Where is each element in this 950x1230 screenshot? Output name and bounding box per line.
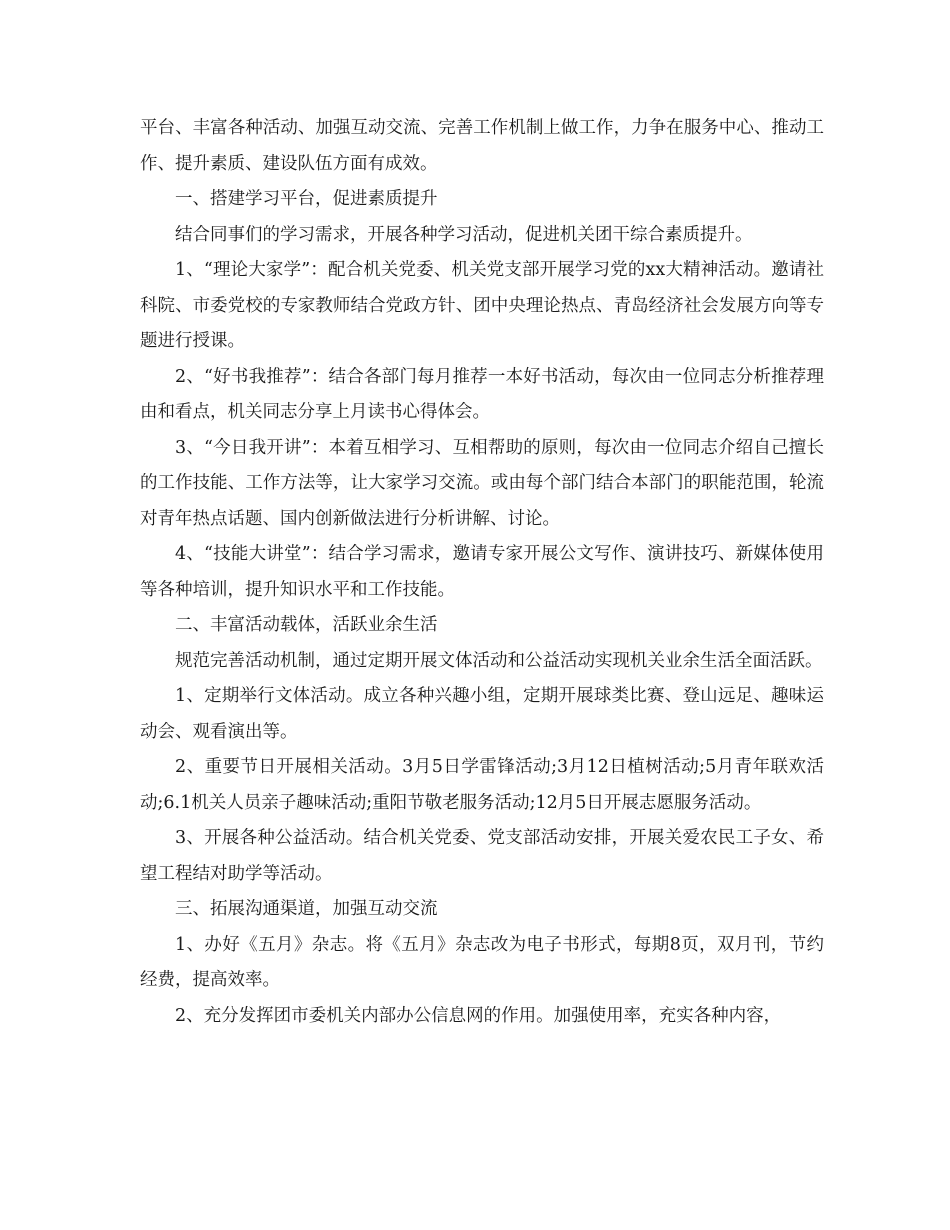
list-item: 2、重要节日开展相关活动。3月5日学雷锋活动;3月12日植树活动;5月青年联欢活动;6.1机关人员亲子趣味活动;重阳节敬老服务活动;12月5日开展志愿服务活动。 — [140, 757, 824, 813]
list-item: 3、“今日我开讲”：本着互相学习、互相帮助的原则，每次由一位同志介绍自己擅长的工作技能、工作方法等，让大家学习交流。或由每个部门结合本部门的职能范围，轮流对青年热点话题、国内创新做法进行分析讲解、讨论。 — [140, 437, 824, 529]
paragraph: 规范完善活动机制，通过定期开展文体活动和公益活动实现机关业余生活全面活跃。 — [175, 650, 823, 671]
list-item: 2、充分发挥团市委机关内部办公信息网的作用。加强使用率，充实各种内容， — [175, 1005, 782, 1026]
list-item: 4、“技能大讲堂”：结合学习需求，邀请专家开展公文写作、演讲技巧、新媒体使用等各种培训，提升知识水平和工作技能。 — [140, 544, 824, 600]
list-item: 1、“理论大家学”：配合机关党委、机关党支部开展学习党的xx大精神活动。邀请社科院、市委党校的专家教师结合党政方针、团中央理论热点、青岛经济社会发展方向等专题进行授课。 — [140, 260, 824, 351]
paragraph: 平台、丰富各种活动、加强互动交流、完善工作机制上做工作，力争在服务中心、推动工作、提升素质、建设队伍方面有成效。 — [140, 118, 824, 174]
list-item: 2、“好书我推荐”：结合各部门每月推荐一本好书活动，每次由一位同志分析推荐理由和看点，机关同志分享上月读书心得体会。 — [140, 366, 824, 422]
list-item: 1、定期举行文体活动。成立各种兴趣小组，定期开展球类比赛、登山远足、趣味运动会、观看演出等。 — [140, 686, 824, 742]
list-item: 3、开展各种公益活动。结合机关党委、党支部活动安排，开展关爱农民工子女、希望工程结对助学等活动。 — [140, 828, 824, 884]
section-heading: 一、搭建学习平台，促进素质提升 — [175, 189, 438, 209]
document-body — [140, 111, 824, 1034]
paragraph: 结合同事们的学习需求，开展各种学习活动，促进机关团干综合素质提升。 — [175, 224, 753, 245]
section-heading: 二、丰富活动载体，活跃业余生活 — [175, 615, 438, 635]
list-item: 1、办好《五月》杂志。将《五月》杂志改为电子书形式，每期8页，双月刊，节约经费，提高效率。 — [140, 934, 824, 990]
section-heading: 三、拓展沟通渠道，加强互动交流 — [175, 899, 438, 919]
